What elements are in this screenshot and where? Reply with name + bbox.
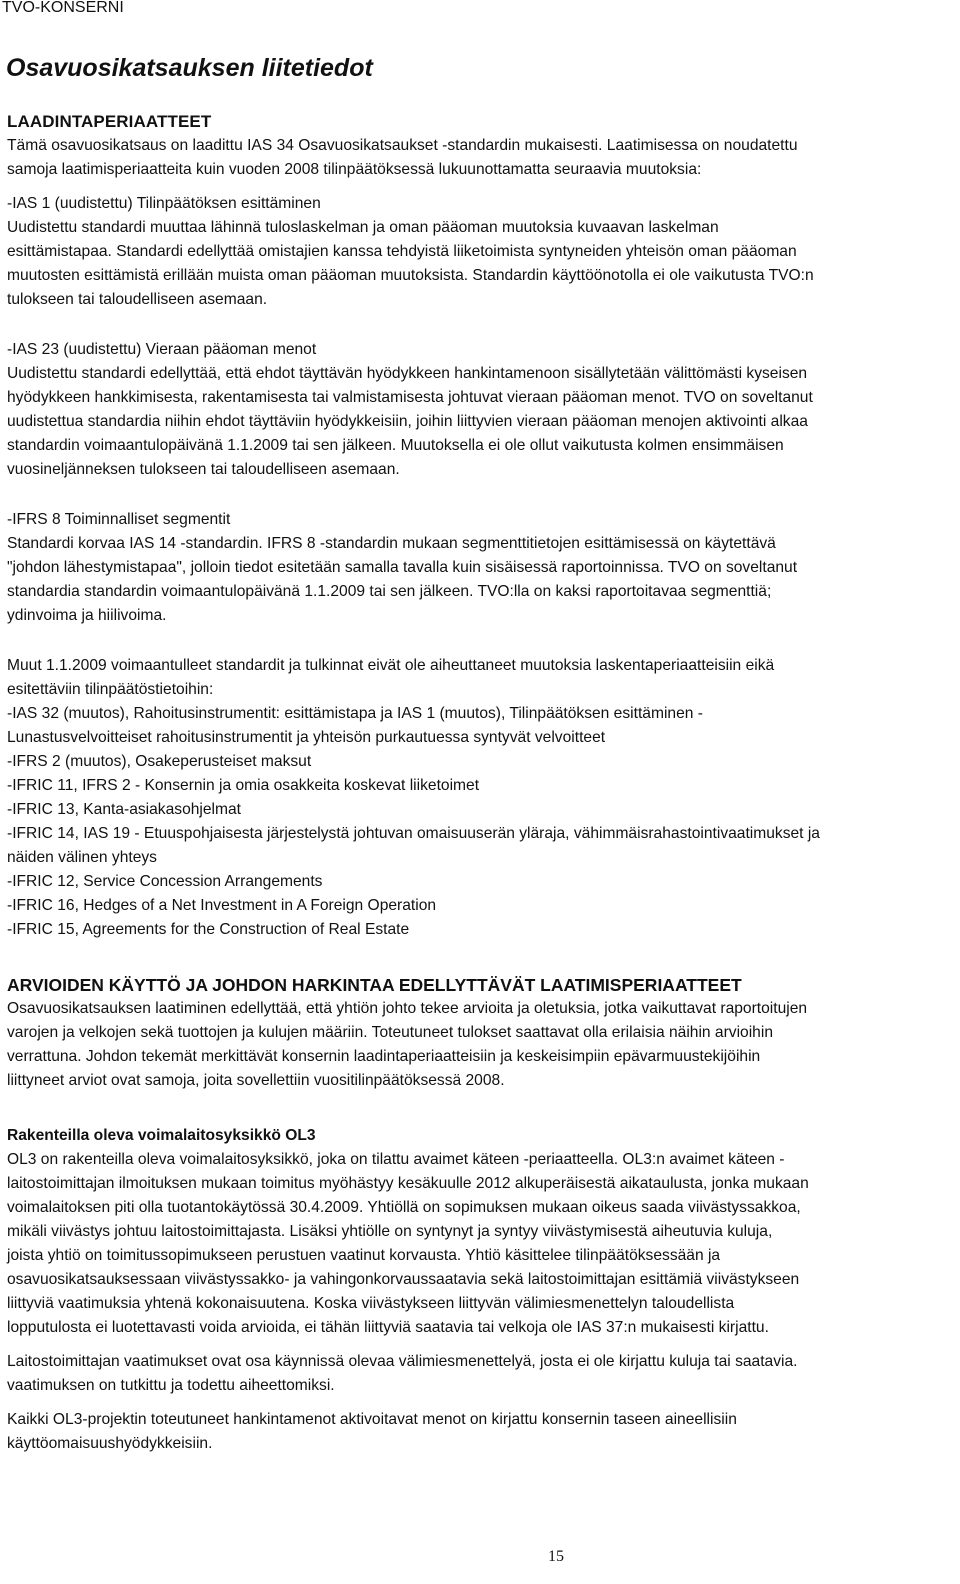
text-line: varojen ja velkojen sekä tuottojen ja kulujen määriin. Toteutuneet tulokset saattavat olla erilaisia näihin arvioihin — [7, 1024, 773, 1041]
ol3-paragraph-2 — [7, 1350, 957, 1398]
text-line: liittyviä vaatimuksia yhtenä kokonaisuutena. Koska viivästykseen liittyvän välimiesmenettelyn taloudellista — [7, 1295, 735, 1312]
text-line: uudistettua standardia niihin ehdot täyttäviin hyödykkeisiin, joihin liittyvien vieraan pääoman menojen aktivointi alkaa — [7, 413, 808, 430]
text-line: samoja laatimisperiaatteita kuin vuoden 2008 tilinpäätöksessä lukuunottamatta seuraavia muutoksia: — [7, 161, 702, 178]
text-line: Lunastusvelvoitteiset rahoitusinstrumentit ja yhteisön purkautuessa syntyvät velvoitteet — [7, 729, 606, 746]
text-line: -IAS 23 (uudistettu) Vieraan pääoman menot — [7, 341, 317, 358]
text-line: esitettäviin tilinpäätöstietoihin: — [7, 681, 214, 698]
text-line: tulokseen tai taloudelliseen asemaan. — [7, 291, 268, 308]
text-line: Tämä osavuosikatsaus on laadittu IAS 34 Osavuosikatsaukset -standardin mukaisesti. Laatimisessa on noudatettu — [7, 137, 798, 154]
text-line: muutosten esittämistä erillään muista oman pääoman muutoksista. Standardin käyttöönotolla ei ole vaikutusta TVO:n — [7, 267, 814, 284]
text-line: käyttöomaisuushyödykkeisiin. — [7, 1435, 213, 1452]
text-line: vaatimuksen on tutkittu ja todettu aiheettomiksi. — [7, 1377, 335, 1394]
page-title: Osavuosikatsauksen liitetiedot — [6, 54, 373, 82]
list-item: -IFRS 2 (muutos), Osakeperusteiset maksut — [7, 753, 312, 770]
section-heading-accounting-policies: LAADINTAPERIAATTEET — [7, 112, 212, 131]
ias23-paragraph — [7, 338, 957, 482]
company-header: TVO-KONSERNI — [2, 0, 124, 16]
text-line: laitostoimittajan ilmoituksen mukaan toimitus myöhästyy kesäkuulle 2012 alkuperäisestä aikataulusta, jonka mukaan — [7, 1175, 809, 1192]
estimates-paragraph — [7, 997, 957, 1093]
ol3-paragraph-3 — [7, 1408, 957, 1456]
text-line: näiden välinen yhteys — [7, 849, 157, 866]
text-line: Uudistettu standardi muuttaa lähinnä tuloslaskelman ja oman pääoman muutoksia kuvaavan laskelman — [7, 219, 719, 236]
intro-paragraph — [7, 134, 957, 182]
section-heading-ol3: Rakenteilla oleva voimalaitosyksikkö OL3 — [7, 1127, 316, 1144]
ifrs8-paragraph — [7, 508, 957, 628]
text-line: Laitostoimittajan vaatimukset ovat osa käynnissä olevaa välimiesmenettelyä, josta ei ole kirjattu kuluja tai saatavia. — [7, 1353, 798, 1370]
text-line: hyödykkeen hankkimisesta, rakentamisesta tai valmistamisesta johtuvat vieraan pääoman menot. TVO on soveltanut — [7, 389, 813, 406]
list-item: -IFRIC 12, Service Concession Arrangements — [7, 873, 323, 890]
text-line: Muut 1.1.2009 voimaantulleet standardit ja tulkinnat eivät ole aiheuttaneet muutoksia laskentaperiaatteisiin eikä — [7, 657, 775, 674]
text-line: -IFRS 8 Toiminnalliset segmentit — [7, 511, 231, 528]
list-item: -IFRIC 11, IFRS 2 - Konsernin ja omia osakkeita koskevat liiketoimet — [7, 777, 480, 794]
text-line: "johdon lähestymistapaa", jolloin tiedot esitetään samalla tavalla kuin sisäisessä raportoinnissa. TVO on soveltanut — [7, 559, 798, 576]
page-number: 15 — [548, 1548, 564, 1565]
other-standards-list — [7, 654, 957, 942]
section-heading-estimates: ARVIOIDEN KÄYTTÖ JA JOHDON HARKINTAA EDELLYTTÄVÄT LAATIMISPERIAATTEET — [7, 975, 742, 995]
list-item: -IAS 32 (muutos), Rahoitusinstrumentit: esittämistapa ja IAS 1 (muutos), Tilinpäätöksen esittäminen - — [7, 705, 703, 722]
text-line: mikäli viivästys johtuu laitostoimittajasta. Lisäksi yhtiölle on syntynyt ja syntyy viivästymisestä aiheutuvia kuluja, — [7, 1223, 773, 1240]
text-line: lopputulosta ei luotettavasti voida arvioida, ei tähän liittyviä saatavia tai velkoja ole IAS 37:n mukaisesti kirjattu. — [7, 1319, 769, 1336]
ol3-paragraph-1 — [7, 1148, 957, 1340]
list-item: -IFRIC 13, Kanta-asiakasohjelmat — [7, 801, 242, 818]
text-line: voimalaitoksen piti olla tuotantokäytössä 30.4.2009. Yhtiöllä on sopimuksen mukaan oikeus saada viivästyssakkoa, — [7, 1199, 801, 1216]
list-item: -IFRIC 15, Agreements for the Construction of Real Estate — [7, 921, 410, 938]
text-line: Uudistettu standardi edellyttää, että ehdot täyttävän hyödykkeen hankintamenoon sisällytetään välittömästi kyseisen — [7, 365, 808, 382]
ias1-paragraph — [7, 192, 957, 312]
text-line: standardia standardin voimaantulopäivänä 1.1.2009 tai sen jälkeen. TVO:lla on kaksi raportoitavaa segmenttiä; — [7, 583, 772, 600]
text-line: liittyneet arviot ovat samoja, joita sovellettiin vuositilinpäätöksessä 2008. — [7, 1072, 505, 1089]
text-line: Kaikki OL3-projektin toteutuneet hankintamenot aktivoitavat menot on kirjattu konsernin taseen aineellisiin — [7, 1411, 737, 1428]
document-body — [7, 110, 957, 1456]
text-line: esittämistapaa. Standardi edellyttää omistajien kanssa tehdyistä liiketoimista syntyneiden yhteisön oman pääoman — [7, 243, 797, 260]
text-line: osavuosikatsauksessaan viivästyssakko- ja vahingonkorvaussaatavia sekä laitostoimittajan esittämiä viivästykseen — [7, 1271, 800, 1288]
text-line: ydinvoima ja hiilivoima. — [7, 607, 167, 624]
list-item: -IFRIC 16, Hedges of a Net Investment in A Foreign Operation — [7, 897, 437, 914]
text-line: Osavuosikatsauksen laatiminen edellyttää, että yhtiön johto tekee arvioita ja oletuksia, jotka vaikuttavat raportoitujen — [7, 1000, 808, 1017]
list-item: -IFRIC 14, IAS 19 - Etuuspohjaisesta järjestelystä johtuvan omaisuuserän yläraja, vähimmäisrahastointivaatimukset ja — [7, 825, 820, 842]
text-line: Standardi korvaa IAS 14 -standardin. IFRS 8 -standardin mukaan segmenttitietojen esittämisessä on käytettävä — [7, 535, 776, 552]
text-line: joista yhtiö on toimitussopimukseen perustuen vaatinut korvausta. Yhtiö käsittelee tilinpäätöksessään ja — [7, 1247, 721, 1264]
text-line: verrattuna. Johdon tekemät merkittävät konsernin laadintaperiaatteisiin ja keskeisimpiin epävarmuustekijöihin — [7, 1048, 761, 1065]
text-line: -IAS 1 (uudistettu) Tilinpäätöksen esittäminen — [7, 195, 321, 212]
text-line: standardin voimaantulopäivänä 1.1.2009 tai sen jälkeen. Muutoksella ei ole ollut vaikutusta kolmen ensimmäisen — [7, 437, 784, 454]
text-line: vuosineljänneksen tulokseen tai taloudelliseen asemaan. — [7, 461, 400, 478]
text-line: OL3 on rakenteilla oleva voimalaitosyksikkö, joka on tilattu avaimet käteen -periaatteella. OL3:n avaimet käteen - — [7, 1151, 785, 1168]
